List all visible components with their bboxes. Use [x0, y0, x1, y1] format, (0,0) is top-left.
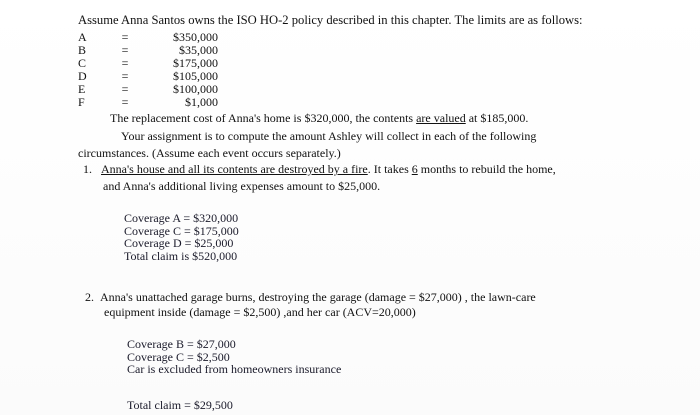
answer-1-line: Coverage C = $175,000: [124, 223, 239, 238]
limit-letter: A: [78, 30, 87, 44]
limit-equals: =: [121, 30, 129, 44]
answer-2-line: Coverage B = $27,000: [127, 337, 236, 351]
replacement-underlined: are valued: [416, 111, 466, 125]
replacement-text-end: at $185,000.: [465, 111, 529, 125]
limit-equals: =: [121, 82, 129, 96]
limit-letter: B: [78, 43, 87, 57]
limit-letter: C: [78, 56, 87, 70]
question-2-text: Anna's unattached garage burns, destroying the garage (damage = $27,000) , the lawn-care: [100, 290, 536, 304]
question-1-line-1: [83, 162, 556, 176]
answer-2-total: Total claim = $29,500: [127, 398, 233, 412]
answer-2-line: Coverage C = $2,500: [127, 349, 230, 364]
assignment-line-2: circumstances. (Assume each event occurs separately.): [78, 146, 341, 160]
limit-equals: =: [121, 95, 129, 109]
answer-2-block: [127, 338, 341, 376]
limit-equals: =: [121, 69, 129, 83]
limit-amount: $175,000: [173, 56, 218, 70]
replacement-text-start: The replacement cost of Anna's home is $320,000, the contents: [110, 111, 417, 125]
intro-text: Assume Anna Santos owns the ISO HO-2 policy described in this chapter. The limits are as follows:: [78, 13, 583, 27]
answer-1-line: Coverage A = $320,000: [124, 211, 239, 225]
question-2-number: 2.: [85, 290, 94, 304]
question-2-line-1: [85, 290, 536, 304]
limit-amount: $100,000: [173, 82, 218, 96]
limit-letter: E: [78, 82, 86, 96]
limit-amount: $350,000: [173, 30, 218, 44]
limit-amount: $105,000: [173, 69, 218, 83]
replacement-cost-text: [110, 111, 528, 125]
question-1-rest: months to rebuild the home,: [417, 162, 556, 176]
assignment-line-1: Your assignment is to compute the amount Ashley will collect in each of the following: [121, 129, 537, 143]
answer-2-line: Car is excluded from homeowners insurance: [127, 362, 342, 376]
limit-letter: F: [78, 95, 85, 109]
limit-letter: D: [78, 69, 87, 83]
answer-1-block: [124, 212, 239, 262]
question-1-months: 6: [411, 162, 418, 176]
limit-equals: =: [121, 56, 129, 70]
limit-equals: =: [121, 43, 129, 57]
answer-1-line: Total claim is $520,000: [124, 248, 238, 263]
limit-amount: $35,000: [179, 43, 218, 57]
question-1-line-2: and Anna's additional living expenses amount to $25,000.: [103, 179, 381, 193]
question-1-mid: . It takes: [367, 162, 412, 176]
limit-amount: $1,000: [185, 95, 218, 109]
answer-1-line: Coverage D = $25,000: [124, 236, 234, 250]
question-1-underlined: Anna's house and all its contents are destroyed by a fire: [101, 162, 368, 176]
question-1-number: 1.: [83, 162, 92, 176]
question-2-line-2: equipment inside (damage = $2,500) ,and her car (ACV=20,000): [104, 305, 416, 319]
